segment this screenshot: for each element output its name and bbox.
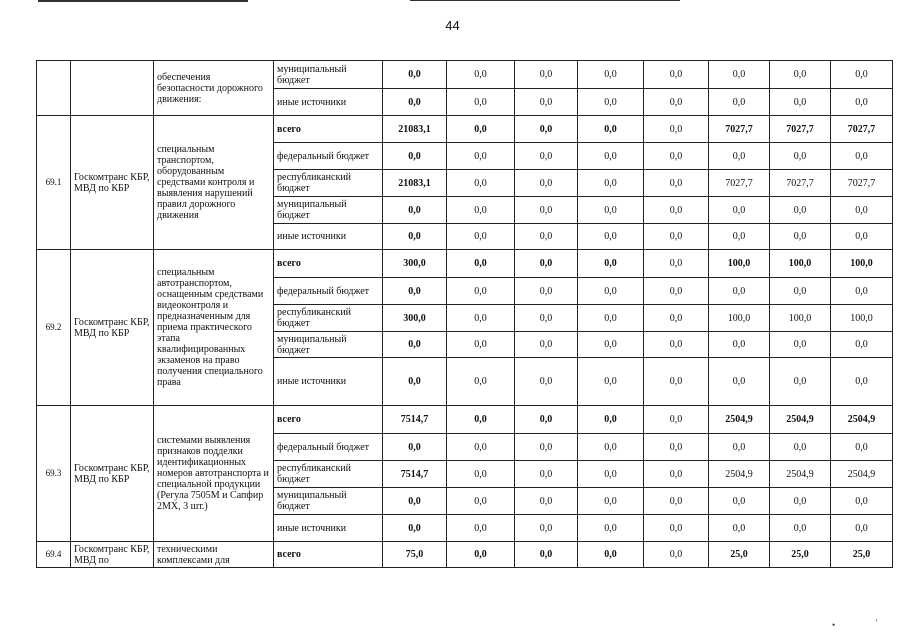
year-amount: 0,0 [831, 224, 893, 250]
year-amount: 0,0 [831, 332, 893, 358]
year-amount: 0,0 [644, 143, 709, 170]
year-amount: 2504,9 [770, 406, 831, 434]
year-amount: 2504,9 [709, 461, 770, 488]
total-amount: 0,0 [383, 197, 447, 224]
year-amount: 0,0 [578, 542, 644, 568]
funding-source: иные источники [274, 89, 383, 116]
year-amount: 0,0 [515, 515, 578, 542]
measure-description: специальным автотранспортом, оснащенным средствами видеоконтроля и предназначенным для приема практического этапа квалифицированных экзаменов на право получения специального права [154, 250, 274, 406]
corner-mark-a: • [832, 620, 836, 630]
total-amount: 0,0 [383, 61, 447, 89]
year-amount: 0,0 [644, 250, 709, 278]
year-amount: 0,0 [831, 515, 893, 542]
total-amount: 0,0 [383, 143, 447, 170]
year-amount: 0,0 [644, 89, 709, 116]
funding-source: республиканский бюджет [274, 170, 383, 197]
year-amount: 0,0 [447, 224, 515, 250]
year-amount: 0,0 [770, 278, 831, 305]
year-amount: 0,0 [770, 358, 831, 406]
top-rule-left [38, 0, 248, 2]
year-amount: 0,0 [578, 515, 644, 542]
year-amount: 0,0 [770, 515, 831, 542]
year-amount: 0,0 [709, 197, 770, 224]
year-amount: 0,0 [709, 278, 770, 305]
top-rule-right [410, 0, 680, 1]
corner-mark-b: ' [876, 618, 878, 628]
total-amount: 0,0 [383, 434, 447, 461]
funding-source: муниципальный бюджет [274, 61, 383, 89]
measure-description: системами выявления признаков подделки идентификационных номеров автотранспорта и специальной продукции (Регула 7505М и Сапфир 2МХ, 3 шт.) [154, 406, 274, 542]
year-amount: 0,0 [447, 61, 515, 89]
year-amount: 0,0 [578, 61, 644, 89]
year-amount: 0,0 [709, 332, 770, 358]
year-amount: 0,0 [644, 170, 709, 197]
year-amount: 0,0 [644, 305, 709, 332]
year-amount: 2504,9 [709, 406, 770, 434]
year-amount: 0,0 [578, 89, 644, 116]
year-amount: 0,0 [578, 358, 644, 406]
funding-source: муниципальный бюджет [274, 197, 383, 224]
year-amount: 0,0 [831, 61, 893, 89]
year-amount: 0,0 [515, 332, 578, 358]
year-amount: 0,0 [644, 488, 709, 515]
row-index: 69.3 [37, 406, 71, 542]
year-amount: 0,0 [770, 332, 831, 358]
year-amount: 7027,7 [770, 116, 831, 143]
table-row [37, 406, 893, 434]
year-amount: 2504,9 [831, 461, 893, 488]
year-amount: 0,0 [578, 434, 644, 461]
year-amount: 100,0 [770, 250, 831, 278]
year-amount: 100,0 [709, 305, 770, 332]
year-amount: 0,0 [447, 515, 515, 542]
year-amount: 0,0 [578, 305, 644, 332]
year-amount: 0,0 [644, 224, 709, 250]
year-amount: 0,0 [447, 116, 515, 143]
year-amount: 0,0 [515, 278, 578, 305]
funding-source: иные источники [274, 515, 383, 542]
year-amount: 0,0 [644, 197, 709, 224]
table-row [37, 116, 893, 143]
funding-source: иные источники [274, 224, 383, 250]
year-amount: 7027,7 [709, 170, 770, 197]
year-amount: 100,0 [770, 305, 831, 332]
year-amount: 7027,7 [770, 170, 831, 197]
year-amount: 0,0 [447, 89, 515, 116]
year-amount: 0,0 [644, 461, 709, 488]
funding-source: всего [274, 116, 383, 143]
year-amount: 0,0 [709, 358, 770, 406]
funding-source: муниципальный бюджет [274, 332, 383, 358]
year-amount: 0,0 [578, 488, 644, 515]
year-amount: 0,0 [770, 224, 831, 250]
year-amount: 0,0 [447, 197, 515, 224]
year-amount: 100,0 [709, 250, 770, 278]
year-amount: 0,0 [447, 170, 515, 197]
total-amount: 300,0 [383, 250, 447, 278]
year-amount: 0,0 [644, 332, 709, 358]
total-amount: 0,0 [383, 332, 447, 358]
year-amount: 0,0 [644, 434, 709, 461]
year-amount: 0,0 [578, 197, 644, 224]
row-index [37, 61, 71, 116]
year-amount: 0,0 [578, 170, 644, 197]
year-amount: 0,0 [831, 488, 893, 515]
year-amount: 0,0 [515, 250, 578, 278]
year-amount: 0,0 [709, 434, 770, 461]
total-amount: 0,0 [383, 358, 447, 406]
year-amount: 0,0 [447, 358, 515, 406]
row-index: 69.1 [37, 116, 71, 250]
year-amount: 0,0 [831, 197, 893, 224]
year-amount: 0,0 [447, 305, 515, 332]
year-amount: 0,0 [515, 224, 578, 250]
total-amount: 21083,1 [383, 116, 447, 143]
measure-description: техническими комплексами для [154, 542, 274, 568]
year-amount: 0,0 [770, 488, 831, 515]
total-amount: 21083,1 [383, 170, 447, 197]
year-amount: 0,0 [447, 143, 515, 170]
funding-source: республиканский бюджет [274, 461, 383, 488]
year-amount: 0,0 [515, 143, 578, 170]
total-amount: 300,0 [383, 305, 447, 332]
year-amount: 0,0 [644, 406, 709, 434]
year-amount: 0,0 [447, 488, 515, 515]
year-amount: 25,0 [831, 542, 893, 568]
year-amount: 0,0 [515, 488, 578, 515]
year-amount: 0,0 [447, 542, 515, 568]
year-amount: 0,0 [515, 116, 578, 143]
budget-table [36, 60, 893, 568]
year-amount: 0,0 [709, 89, 770, 116]
year-amount: 0,0 [831, 434, 893, 461]
funding-source: республиканский бюджет [274, 305, 383, 332]
year-amount: 0,0 [770, 197, 831, 224]
year-amount: 7027,7 [831, 170, 893, 197]
executor: Госкомтранс КБР, МВД по [71, 542, 154, 568]
year-amount: 0,0 [515, 406, 578, 434]
total-amount: 0,0 [383, 488, 447, 515]
year-amount: 0,0 [644, 116, 709, 143]
year-amount: 0,0 [515, 542, 578, 568]
year-amount: 0,0 [709, 224, 770, 250]
total-amount: 7514,7 [383, 461, 447, 488]
row-index: 69.2 [37, 250, 71, 406]
year-amount: 0,0 [515, 197, 578, 224]
year-amount: 0,0 [831, 278, 893, 305]
funding-source: муниципальный бюджет [274, 488, 383, 515]
year-amount: 100,0 [831, 305, 893, 332]
total-amount: 7514,7 [383, 406, 447, 434]
year-amount: 0,0 [709, 143, 770, 170]
year-amount: 0,0 [644, 542, 709, 568]
year-amount: 0,0 [709, 488, 770, 515]
year-amount: 0,0 [831, 89, 893, 116]
total-amount: 75,0 [383, 542, 447, 568]
table-row [37, 61, 893, 89]
year-amount: 0,0 [770, 434, 831, 461]
year-amount: 0,0 [515, 61, 578, 89]
row-index: 69.4 [37, 542, 71, 568]
total-amount: 0,0 [383, 224, 447, 250]
year-amount: 0,0 [515, 170, 578, 197]
year-amount: 0,0 [447, 332, 515, 358]
funding-source: всего [274, 406, 383, 434]
year-amount: 0,0 [770, 89, 831, 116]
year-amount: 7027,7 [831, 116, 893, 143]
year-amount: 0,0 [644, 61, 709, 89]
year-amount: 0,0 [770, 61, 831, 89]
year-amount: 0,0 [578, 461, 644, 488]
year-amount: 0,0 [515, 461, 578, 488]
year-amount: 2504,9 [770, 461, 831, 488]
measure-description: обеспечения безопасности дорожного движения: [154, 61, 274, 116]
year-amount: 0,0 [578, 224, 644, 250]
year-amount: 0,0 [447, 461, 515, 488]
year-amount: 0,0 [447, 406, 515, 434]
year-amount: 0,0 [515, 305, 578, 332]
year-amount: 0,0 [578, 116, 644, 143]
year-amount: 0,0 [578, 406, 644, 434]
funding-source: федеральный бюджет [274, 278, 383, 305]
executor: Госкомтранс КБР, МВД по КБР [71, 116, 154, 250]
year-amount: 0,0 [515, 434, 578, 461]
year-amount: 0,0 [770, 143, 831, 170]
year-amount: 0,0 [831, 358, 893, 406]
executor: Госкомтранс КБР, МВД по КБР [71, 250, 154, 406]
year-amount: 0,0 [447, 434, 515, 461]
year-amount: 0,0 [447, 278, 515, 305]
executor: Госкомтранс КБР, МВД по КБР [71, 406, 154, 542]
year-amount: 0,0 [709, 515, 770, 542]
year-amount: 2504,9 [831, 406, 893, 434]
year-amount: 0,0 [578, 332, 644, 358]
year-amount: 0,0 [578, 278, 644, 305]
measure-description: специальным транспортом, оборудованным средствами контроля и выявления нарушений правил дорожного движения [154, 116, 274, 250]
total-amount: 0,0 [383, 89, 447, 116]
table-row [37, 542, 893, 568]
funding-source: федеральный бюджет [274, 434, 383, 461]
executor [71, 61, 154, 116]
year-amount: 100,0 [831, 250, 893, 278]
table-row [37, 250, 893, 278]
year-amount: 0,0 [578, 143, 644, 170]
year-amount: 0,0 [709, 61, 770, 89]
year-amount: 0,0 [578, 250, 644, 278]
year-amount: 0,0 [644, 358, 709, 406]
year-amount: 7027,7 [709, 116, 770, 143]
year-amount: 0,0 [644, 515, 709, 542]
total-amount: 0,0 [383, 278, 447, 305]
funding-source: иные источники [274, 358, 383, 406]
page-number: 44 [445, 18, 460, 33]
funding-source: федеральный бюджет [274, 143, 383, 170]
year-amount: 25,0 [770, 542, 831, 568]
total-amount: 0,0 [383, 515, 447, 542]
year-amount: 0,0 [515, 358, 578, 406]
funding-source: всего [274, 542, 383, 568]
funding-source: всего [274, 250, 383, 278]
year-amount: 0,0 [831, 143, 893, 170]
year-amount: 25,0 [709, 542, 770, 568]
year-amount: 0,0 [447, 250, 515, 278]
year-amount: 0,0 [644, 278, 709, 305]
year-amount: 0,0 [515, 89, 578, 116]
